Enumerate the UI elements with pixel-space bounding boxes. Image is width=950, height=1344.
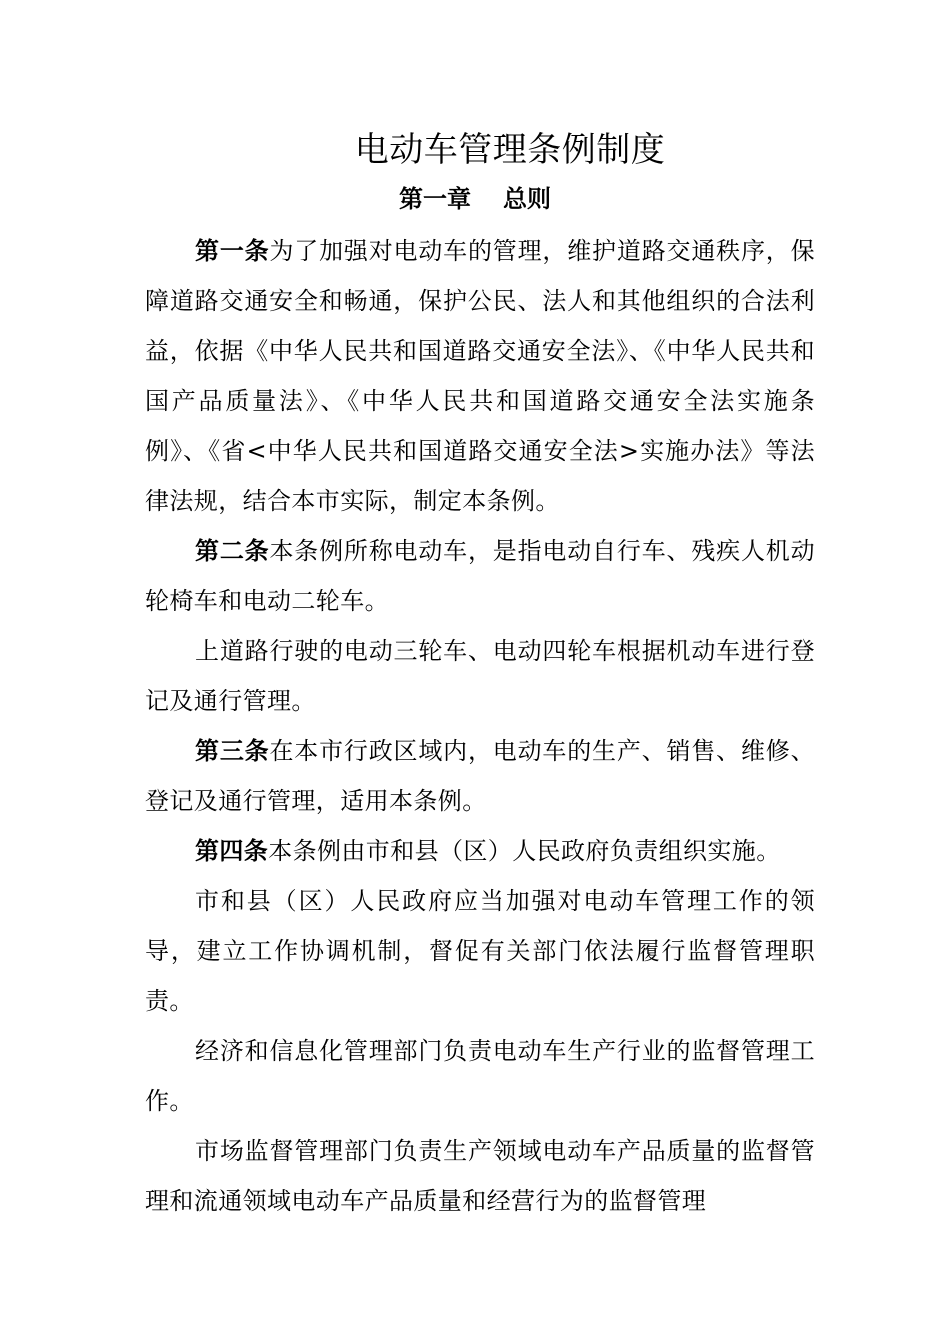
- paragraph-text: 为了加强对电动车的管理，维护道路交通秩序，保障道路交通安全和畅通，保护公民、法人和其他组织的合法利益，依据《中华人民共和国道路交通安全法》、《中华人民共和国产品质量法》、《中华人民共和国道路交通安全法实施条例》、《省<中华人民共和国道路交通安全法>实施办法》等法律法规，结合本市实际，制定本条例。: [145, 237, 815, 515]
- chapter-name: 总则: [503, 185, 551, 213]
- paragraph-article-1: [145, 226, 815, 526]
- document-body: [145, 226, 815, 1226]
- paragraph-text: 本条例所称电动车，是指电动自行车、残疾人机动轮椅车和电动二轮车。: [145, 537, 815, 615]
- paragraph-text: 经济和信息化管理部门负责电动车生产行业的监督管理工作。: [145, 1037, 815, 1115]
- paragraph-article-2: [145, 526, 815, 626]
- article-label: 第一条: [195, 237, 270, 265]
- chapter-heading: [0, 182, 950, 216]
- paragraph-article-4-industry-duty: [145, 1026, 815, 1126]
- document-title: 电动车管理条例制度: [354, 130, 666, 170]
- paragraph-article-4-government-duty: [145, 876, 815, 1026]
- paragraph-text: 市和县（区）人民政府应当加强对电动车管理工作的领导，建立工作协调机制，督促有关部门依法履行监督管理职责。: [145, 887, 815, 1015]
- paragraph-text: 在本市行政区域内，电动车的生产、销售、维修、登记及通行管理，适用本条例。: [145, 737, 815, 815]
- paragraph-text: 本条例由市和县（区）人民政府负责组织实施。: [268, 837, 781, 865]
- article-label: 第二条: [195, 537, 270, 565]
- article-label: 第四条: [195, 837, 269, 865]
- paragraph-text: 市场监督管理部门负责生产领域电动车产品质量的监督管理和流通领域电动车产品质量和经营行为的监督管理: [145, 1137, 815, 1215]
- paragraph-article-4: [145, 826, 815, 876]
- chapter-number: 第一章: [399, 185, 471, 213]
- article-label: 第三条: [195, 737, 270, 765]
- paragraph-article-3: [145, 726, 815, 826]
- paragraph-article-2-continued: [145, 626, 815, 726]
- paragraph-text: 上道路行驶的电动三轮车、电动四轮车根据机动车进行登记及通行管理。: [145, 637, 815, 715]
- paragraph-article-4-market-duty: [145, 1126, 815, 1226]
